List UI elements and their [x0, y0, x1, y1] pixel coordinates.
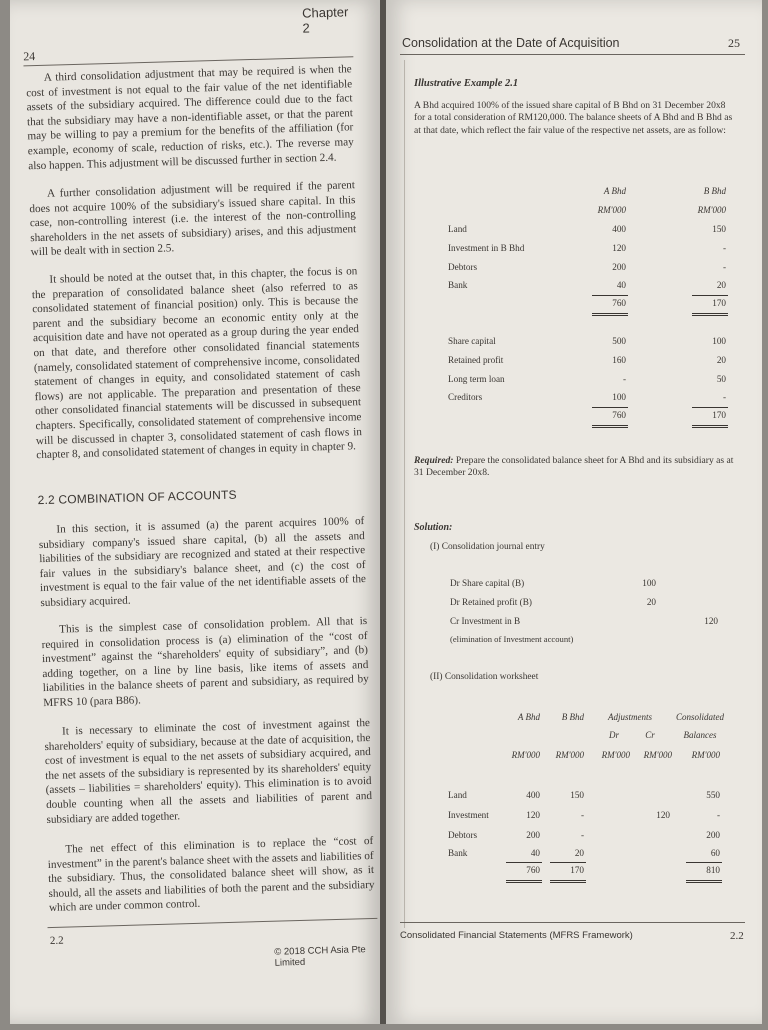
right-footer-page: 2.2: [730, 930, 744, 942]
ws-value: 550: [706, 790, 720, 800]
total-double-rule: [550, 880, 586, 883]
bs-row-label: Creditors: [448, 392, 483, 402]
ws-header-cr: Cr: [645, 730, 655, 740]
paragraph: A further consolidation adjustment will be required if the parent does not acquire 100% of the subsidiary's issued share capital. In this case, non-controlling interest (i.e. the interest of the non-controlling shareholders in the net assets of subsidiary) arises, and this adjustment will be dealt with in section 2.5.: [29, 179, 357, 259]
bs-value: 40: [616, 280, 626, 290]
ws-row-label: Bank: [448, 848, 468, 858]
ws-unit: RM'000: [511, 750, 540, 760]
bs-value: -: [722, 262, 726, 272]
required-text: [414, 455, 736, 480]
ws-row-label: Investment: [448, 810, 489, 820]
ws-value: 200: [706, 830, 720, 840]
journal-dr: 100: [642, 578, 656, 588]
subtotal-rule: [692, 295, 728, 296]
bs-row-label: Bank: [448, 280, 468, 290]
bs-value: 100: [712, 336, 726, 346]
ws-value: 120: [526, 810, 540, 820]
subtotal-rule: [550, 862, 586, 863]
journal-heading: (I) Consolidation journal entry: [430, 542, 545, 552]
ws-header-consolidated: Consolidated: [675, 712, 724, 722]
bs-value: 100: [612, 392, 626, 402]
paragraph: It should be noted at the outset that, in this chapter, the focus is on the preparation of consolidated balance sheet (also referred to as consolidated statement of financial position) only. This is because the parent and the subsidiary become an economic entity only at the acquisition date and have not operated as a group during the year ended on that date, and therefore other consolidated financial statements (namely, consolidated statement of comprehensive income, consolidated statement of changes in equity, and consolidated statement of cash flows) are not applicable. The preparation and presentation of these other consolidated financial statements will be discussed in subsequent chapters. Specifically, consolidated statement of comprehensive income will be discussed in chapter 3, consolidated statement of cash flows in chapter 8, and consolidated statement of changes in equity in chapter 9.: [31, 265, 362, 462]
bs-row-label: Share capital: [448, 336, 496, 346]
journal-cr: 120: [704, 616, 718, 626]
chapter-label: Chapter 2: [301, 4, 349, 36]
total-double-rule: [692, 313, 728, 316]
ws-unit: RM'000: [643, 750, 672, 760]
copyright: © 2018 CCH Asia Pte Limited: [274, 944, 366, 969]
bs-value: 200: [612, 262, 626, 272]
subtotal-rule: [592, 295, 628, 296]
ws-total: 810: [706, 865, 720, 875]
subtotal-rule: [506, 862, 542, 863]
ws-value: 200: [526, 830, 540, 840]
ws-row-label: Land: [448, 790, 467, 800]
solution-label: Solution:: [414, 522, 453, 533]
subtotal-rule: [686, 862, 722, 863]
paragraph: The net effect of this elimination is to replace the “cost of investment” in the parent's balance sheet with the assets and liabilities of the subsidiary. Thus, the consolidated balance sheet will show, as it should, all the assets and liabilities of both the parent and the subsidiary which are under common control.: [47, 834, 375, 915]
paragraph: A third consolidation adjustment that may be required is when the cost of investment is not equal to the fair value of the net identifiable assets of the subsidiary acquired. The difference could due to the fact that the subsidiary may have a non-identifiable asset, or that the parent may be willing to pay a premium for the benefits of the affiliation (for example, economy of scale, reduction of risks, etc.). The reverse may also happen. This adjustment will be discussed further in section 2.4.: [26, 63, 354, 172]
col-unit-a: RM'000: [597, 205, 626, 215]
ws-unit: RM'000: [555, 750, 584, 760]
ws-total: 760: [526, 865, 540, 875]
ws-value: 40: [530, 848, 540, 858]
bs-total: 170: [712, 410, 726, 420]
ws-header-b: B Bhd: [561, 712, 584, 722]
col-header-a: A Bhd: [603, 186, 626, 196]
bs-row-label: Land: [448, 224, 467, 234]
right-page-number: 25: [728, 36, 740, 50]
journal-dr: 20: [646, 597, 656, 607]
subtotal-rule: [592, 407, 628, 408]
bs-value: 160: [612, 355, 626, 365]
bs-row-label: Retained profit: [448, 355, 504, 365]
ws-value: -: [580, 810, 584, 820]
bs-value: -: [722, 392, 726, 402]
journal-line: Cr Investment in B: [450, 616, 521, 626]
bs-total: 170: [712, 298, 726, 308]
paragraph: In this section, it is assumed (a) the parent acquires 100% of subsidiary company's issued share capital, (b) all the assets and liabilities of the subsidiary are recognized and stated at their respective fair values in the subsidiary's balance sheet, and (c) the cost of investment is equal to the fair value of the net identifiable assets of the subsidiary acquired.: [38, 515, 367, 610]
bs-total: 760: [612, 410, 626, 420]
col-header-b: B Bhd: [703, 186, 726, 196]
bs-value: -: [722, 243, 726, 253]
example-intro: A Bhd acquired 100% of the issued share capital of B Bhd on 31 December 20x8 for a total consideration of RM120,000. The balance sheets of A Bhd and B Bhd as at that date, which reflect the fair value of the respective net assets, are as follow:: [414, 100, 733, 136]
paragraph: It is necessary to eliminate the cost of investment against the shareholders' equity of subsidiary, because at the date of acquisition, the cost of investment is equal to the net assets of subsidiary acquired, and the net assets of the subsidiary is represented by its shareholders' equity (assets – liabilities = shareholders' equity). This elimination is to avoid double counting when all the assets and liabilities of parent and subsidiary are added together.: [44, 716, 373, 826]
journal-line: Dr Share capital (B): [450, 578, 525, 588]
total-double-rule: [592, 425, 628, 428]
bs-row-label: Long term loan: [448, 374, 505, 384]
bs-value: 150: [712, 224, 726, 234]
ws-header-a: A Bhd: [517, 712, 540, 722]
bs-value: -: [622, 374, 626, 384]
book-title-footer: Consolidated Financial Statements (MFRS Framework): [400, 930, 633, 941]
ws-value: 150: [570, 790, 584, 800]
bs-row-label: Investment in B Bhd: [448, 243, 525, 253]
required-label: Required:: [414, 455, 454, 466]
running-title: Consolidation at the Date of Acquisition: [402, 36, 620, 50]
ws-value: 20: [574, 848, 584, 858]
total-double-rule: [686, 880, 722, 883]
journal-note: (elimination of Investment account): [450, 634, 574, 644]
total-double-rule: [592, 313, 628, 316]
paragraph: This is the simplest case of consolidation problem. All that is required in consolidation process is (a) elimination of the “cost of investment” against the “shareholders' equity of subsidiary”, and (b) adding together, on a line by line basis, like items of assets and liabilities in the balance sheets of parent and subsidiary, as required by MFRS 10 (para B86).: [41, 615, 369, 710]
ws-header-adjustments: Adjustments: [608, 712, 652, 722]
ws-value: -: [580, 830, 584, 840]
required-body: Prepare the consolidated balance sheet for A Bhd and its subsidiary as at 31 December 20x8.: [414, 455, 734, 479]
left-footer-page: 2.2: [49, 934, 64, 948]
bs-total: 760: [612, 298, 626, 308]
bs-value: 500: [612, 336, 626, 346]
ws-header-dr: Dr: [608, 730, 619, 740]
section-heading: 2.2 COMBINATION OF ACCOUNTS: [37, 487, 237, 508]
worksheet-heading: (II) Consolidation worksheet: [430, 672, 539, 682]
ws-row-label: Debtors: [448, 830, 478, 840]
journal-line: Dr Retained profit (B): [450, 597, 532, 607]
left-page-number: 24: [23, 49, 36, 64]
example-title: Illustrative Example 2.1: [414, 78, 519, 89]
ws-unit: RM'000: [691, 750, 720, 760]
ws-value: 120: [656, 810, 670, 820]
bs-value: 50: [716, 374, 726, 384]
col-unit-b: RM'000: [697, 205, 726, 215]
ws-header-balances: Balances: [683, 730, 717, 740]
header-rule: [400, 54, 745, 55]
ws-value: 60: [710, 848, 720, 858]
footer-rule: [400, 922, 745, 923]
bs-value: 400: [612, 224, 626, 234]
bs-row-label: Debtors: [448, 262, 478, 272]
footer-rule: [48, 918, 378, 928]
bs-value: 20: [716, 355, 726, 365]
ws-value: 400: [526, 790, 540, 800]
ws-unit: RM'000: [601, 750, 630, 760]
total-double-rule: [692, 425, 728, 428]
ws-total: 170: [570, 865, 584, 875]
bs-value: 20: [716, 280, 726, 290]
total-double-rule: [506, 880, 542, 883]
subtotal-rule: [692, 407, 728, 408]
bs-value: 120: [612, 243, 626, 253]
ws-value: -: [716, 810, 720, 820]
